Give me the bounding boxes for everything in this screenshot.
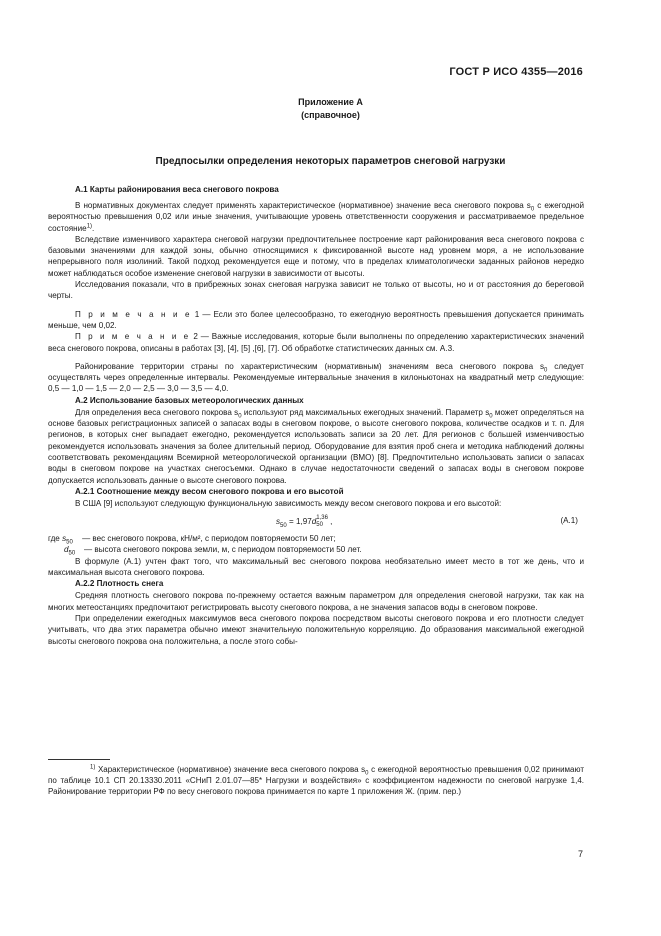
formula-legend: где $s_{50}$ — вес снегового покрова, кН/м², с периодом повторяемости 50 лет; $d_{50}$ — высота снегового покрова земли, м, с периодом повторяемости 50 лет. [48,534,362,558]
footnote: $^{1)}$ Характеристическое (нормативное) значение веса снегового покрова $s_0$ с ежегодной вероятностью превышения 0,02 принимают по таблице 10.1 СП 20.13330.2011 «СНиП 2.01.07—85* Нагрузки и воздействия» с коэффициентом надежности по снеговой нагрузке 1,4. Районирование территории РФ по весу снегового покрова принимается по карте 1 приложения Ж. (прим. пер.) [48,764,584,796]
paragraph: В формуле (А.1) учтен факт того, что максимальный вес снегового покрова необязательно имеет место в тот же день, что и максимальная высота снегового покрова. [48,556,584,578]
paragraph: При определении ежегодных максимумов веса снегового покрова посредством высоты снегового покрова и его плотности следует учитывать, что два этих параметра обычно имеют значительную положительную корреляцию. До образования максимальной ежегодной высоты снегового покрова она положительна, а после этого собы- [48,613,584,646]
paragraph: Районирование территории страны по характеристическим (нормативным) значениям веса снегового покрова $s_0$ следует осуществлять через определенные интервалы. Рекомендуемые интервальные значения в килоньютонах на квадратный метр следующие: 0,5 — 1,0 — 1,5 — 2,0 — 2,5 — 3,0 — 3,5 — 4,0. [48,361,584,394]
note-2: П р и м е ч а н и е 2 — Важные исследования, которые были выполнены по определению характеристических значений веса снегового покрова, описаны в работах [3], [4], [5] ,[6], [7]. Об обработке статистических данных см. А.3. [48,332,584,353]
formula-number: (А.1) [560,516,578,526]
paragraph: Исследования показали, что в прибрежных зонах снеговая нагрузка зависит не только от высоты, но и от расстояния до береговой черты. [48,280,584,301]
paragraph: В нормативных документах следует применять характеристическое (нормативное) значение веса снегового покрова $s_0$ с ежегодной вероятностью превышения 0,02 или иные значения, учитывающие уровень ответственности сооружения и рассматриваемое предельное состояние$^{1)}$. [48,201,585,233]
annex-label: Приложение А [298,97,363,107]
section-a1-heading: А.1 Карты районирования веса снегового покрова [75,185,279,194]
formula-expression: $s_{50} = 1,97d$ 1,36 50 , [276,515,333,529]
footnote-divider [48,759,110,760]
paragraph: Средняя плотность снегового покрова по-прежнему остается важным параметром для определения снеговой нагрузки, так как на многих метеостанциях предпочитают регистрировать высоту снегового покрова, а не значения запасов воды в снеговом покрове. [48,591,584,612]
section-a2-heading: А.2 Использование базовых метеорологических данных [75,395,304,405]
page-number: 7 [577,849,583,859]
standard-code: ГОСТ Р ИСО 4355—2016 [449,66,583,78]
paragraph: В США [9] используют следующую функциональную зависимость между весом снегового покрова и его высотой: [75,498,502,508]
formula-a1 [48,509,584,533]
document-body [48,184,584,647]
annex-title: Предпосылки определения некоторых параметров снеговой нагрузки [155,156,506,167]
section-a21-heading: А.2.1 Соотношение между весом снегового покрова и его высотой [75,486,344,496]
section-a22-heading: А.2.2 Плотность снега [75,579,164,589]
annex-type: (справочное) [301,110,360,120]
paragraph: Вследствие изменчивого характера снеговой нагрузки предпочтительнее построение карт районирования веса снегового покрова с базовыми значениями для каждой зоны, обычно относящимися к фиксированной высоте над уровнем моря, а не использование непрерывного поля изолиний. Такой подход рекомендуется еще и потому, что в пределах климатологически заданных районов нередко может наблюдаться особое изменение снеговой нагрузки в зависимости от высоты. [48,234,584,278]
annex-heading [0,96,661,122]
paragraph: Для определения веса снегового покрова $s_0$ используют ряд максимальных ежегодных значений. Параметр $s_0$ может определяться на основе базовых регистрационных записей о запасах воды в снеговом покрове, о высоте снегового покрова, количестве осадков и т. п. Для регионов, в которых снег выпадает ежегодно, рекомендуется использовать записи за 20 лет. Для регионов с большей изменчивостью рекомендуется использовать значения за более длительный период. Оборудование для взятия проб снега и методика наблюдений должны соответствовать рекомендациям Всемирной метеорологической организации (ВМО) [8]. Предпочтительно использовать записи о запасах воды в снеговом покрове на участках снегосъемки. Однако в случае недостаточности сведений о запасах воды в снеговом покрове допускается использовать данные о высоте снегового покрова. [48,407,585,485]
note-1: П р и м е ч а н и е 1 — Если это более целесообразно, то ежегодную вероятность превышения допускается принимать меньше, чем 0,02. [48,309,584,330]
